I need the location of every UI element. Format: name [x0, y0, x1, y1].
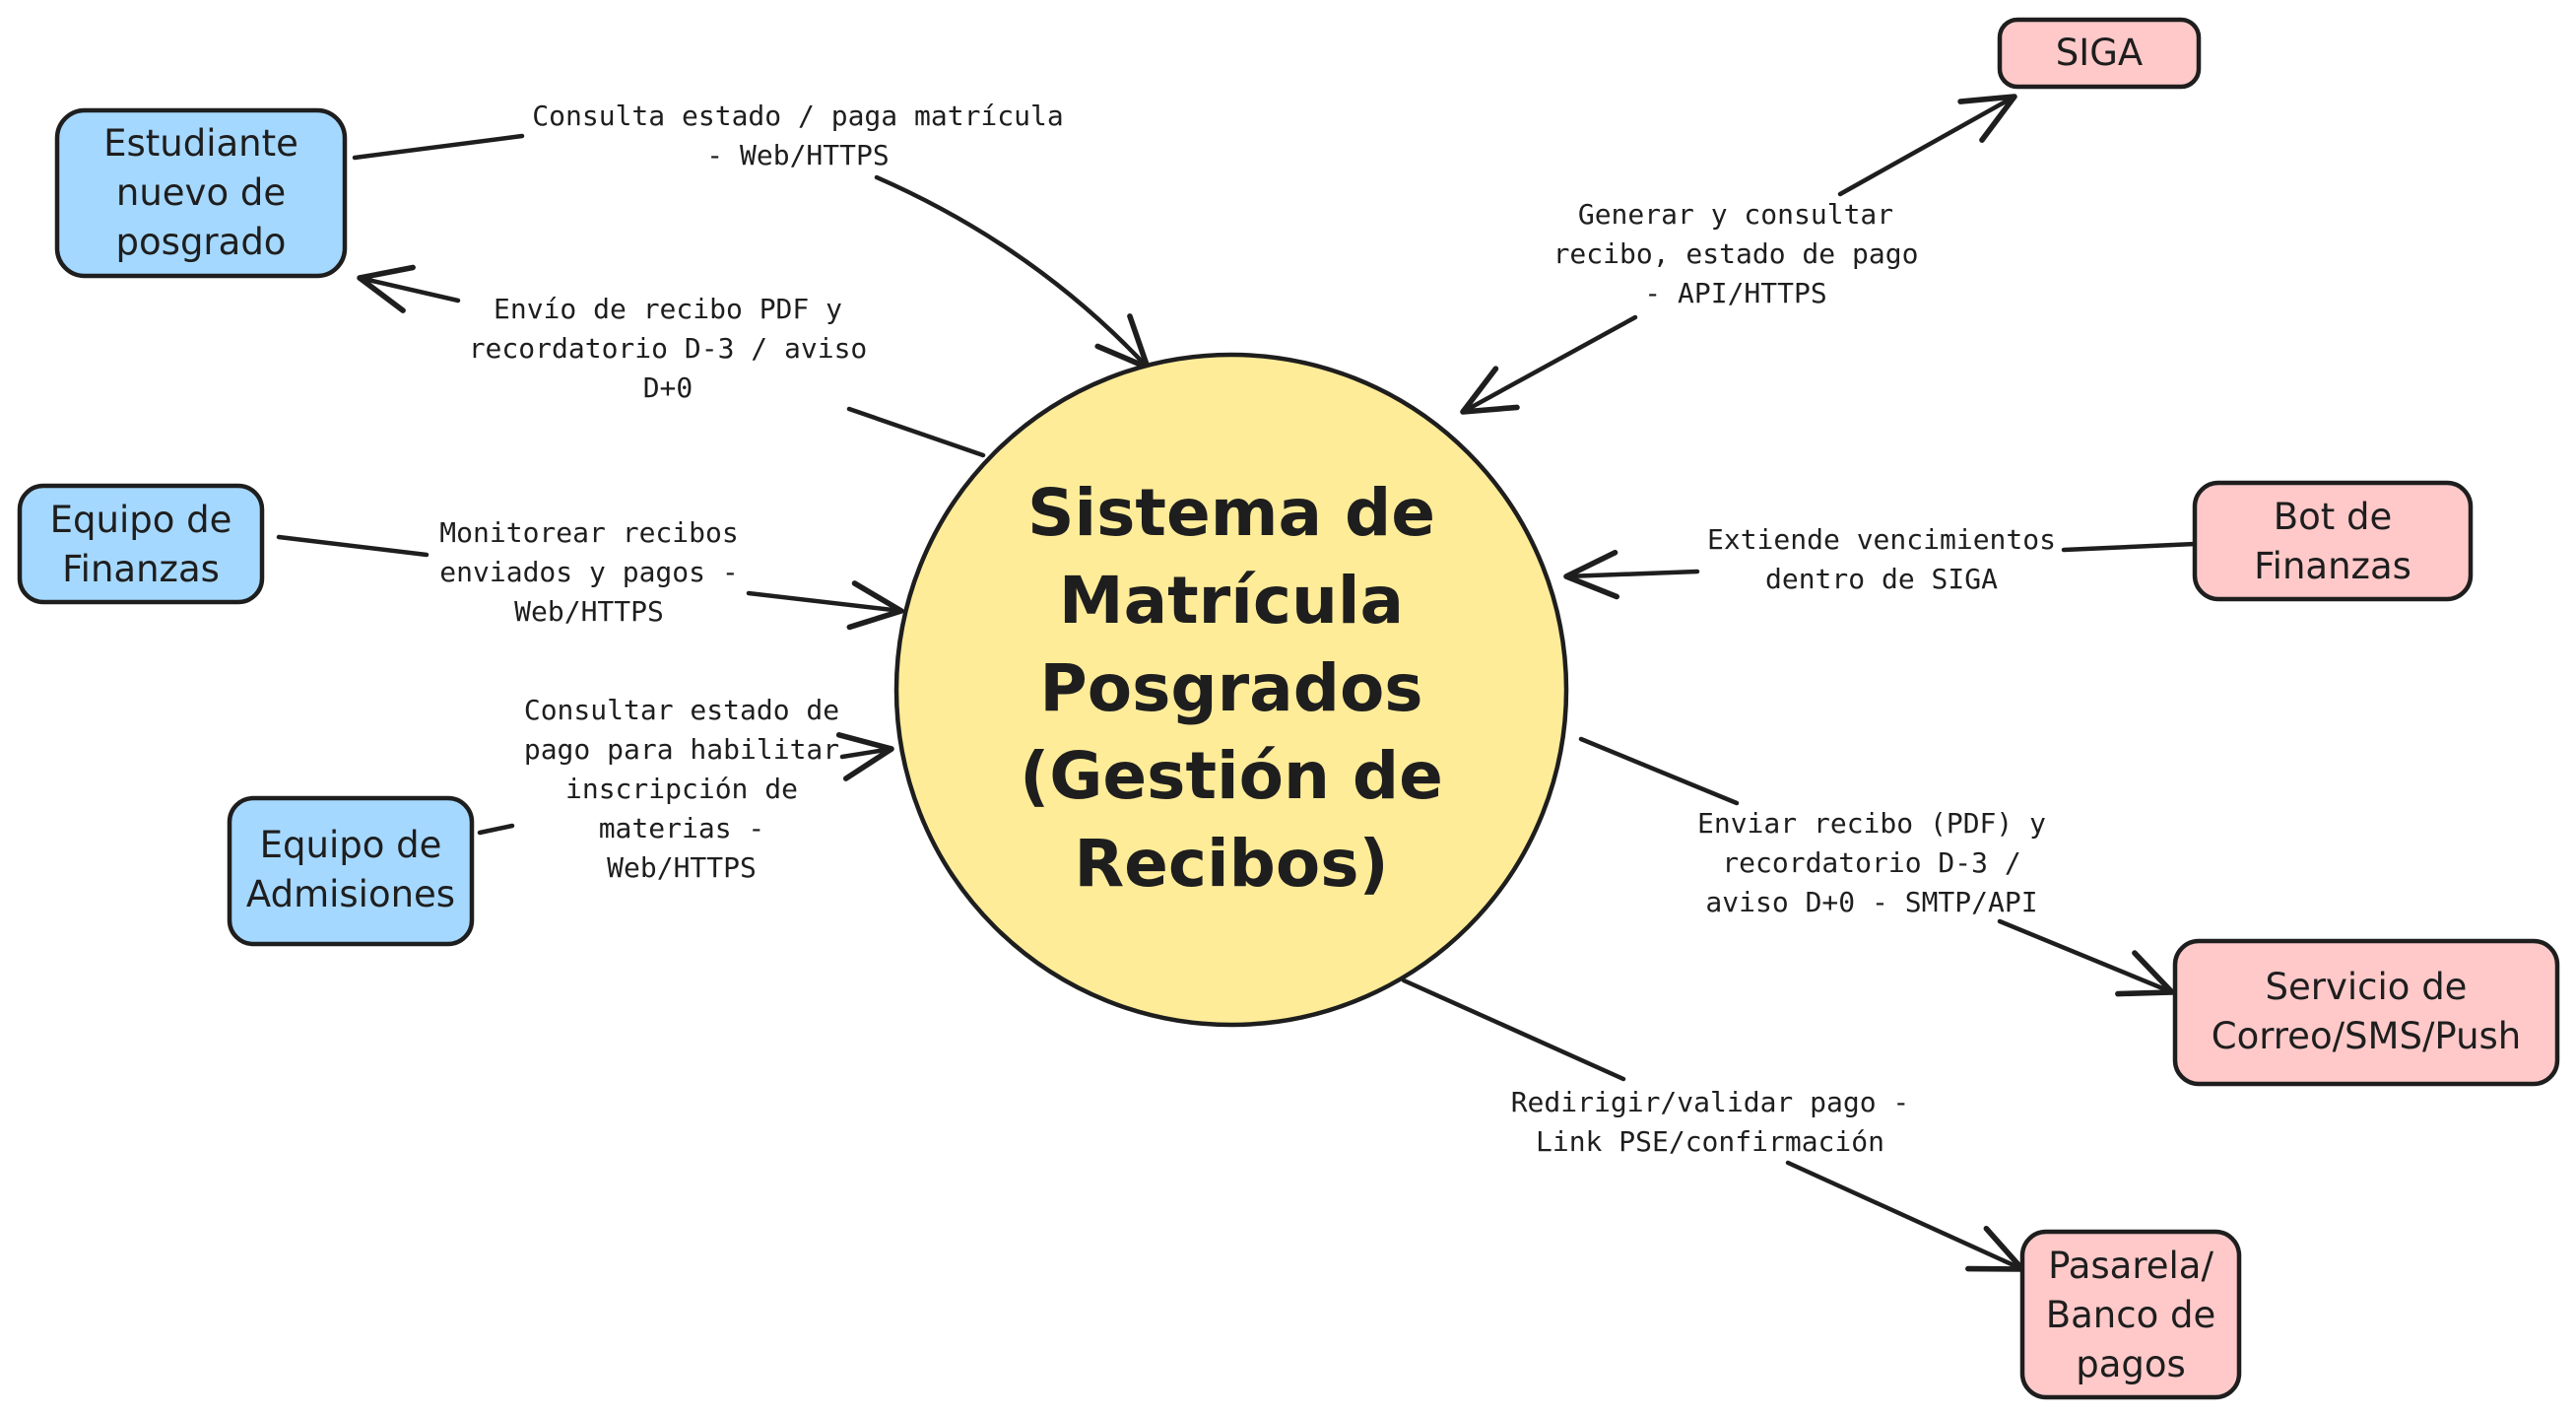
node-servicio-line-2: Correo/SMS/Push — [2211, 1015, 2522, 1057]
node-servicio[interactable] — [2175, 941, 2557, 1084]
center-line-1: Sistema de — [1026, 475, 1436, 551]
edge-consulta-line-2: - Web/HTTPS — [706, 139, 890, 171]
edge-generar-line-3: - API/HTTPS — [1644, 277, 1827, 309]
edge-enviar-line-3: aviso D+0 - SMTP/API — [1705, 886, 2038, 918]
edge-generar-label — [1553, 198, 1919, 309]
edge-monitorear-label — [439, 516, 738, 628]
edge-envio-label — [469, 293, 868, 404]
edge-consultar-line-4: materias - — [598, 812, 765, 844]
edge-envio-line-2: recordatorio D-3 / aviso — [468, 332, 868, 365]
node-estudiante-line-3: posgrado — [115, 221, 287, 263]
node-pasarela-line-2: Banco de — [2045, 1294, 2216, 1336]
center-line-3: Posgrados — [1039, 650, 1423, 726]
node-bot-line-1: Bot de — [2273, 496, 2393, 538]
edge-redirigir-line-2: Link PSE/confirmación — [1535, 1125, 1885, 1158]
node-finanzas[interactable] — [20, 486, 262, 602]
edge-extiende-line-1: Extiende vencimientos — [1706, 523, 2057, 556]
edge-monitorear-line-1: Monitorear recibos — [439, 516, 739, 549]
node-admisiones-line-1: Equipo de — [259, 824, 442, 866]
node-siga[interactable] — [2000, 20, 2199, 87]
edge-enviar-line-1: Enviar recibo (PDF) y — [1696, 807, 2047, 840]
edge-generar-line-2: recibo, estado de pago — [1552, 237, 1919, 270]
edge-enviar-line-2: recordatorio D-3 / — [1722, 846, 2021, 879]
node-admisiones-line-2: Admisiones — [245, 873, 456, 915]
center-line-5: Recibos) — [1074, 826, 1389, 902]
edge-extiende-label — [1707, 523, 2056, 595]
node-pasarela[interactable] — [2022, 1232, 2239, 1397]
edge-extiende-line-2: dentro de SIGA — [1764, 563, 1999, 595]
node-finanzas-line-1: Equipo de — [49, 499, 232, 541]
edge-monitorear-line-3: Web/HTTPS — [514, 595, 664, 628]
node-finanzas-line-2: Finanzas — [62, 548, 220, 590]
node-bot[interactable] — [2195, 483, 2471, 599]
node-estudiante-line-2: nuevo de — [115, 171, 287, 214]
edge-consultar-line-5: Web/HTTPS — [607, 851, 757, 884]
edge-consultar-label — [524, 694, 839, 884]
center-line-4: (Gestión de — [1020, 738, 1443, 814]
center-line-2: Matrícula — [1058, 563, 1405, 639]
edge-generar-line-1: Generar y consultar — [1577, 198, 1894, 231]
node-bot-line-2: Finanzas — [2254, 545, 2411, 587]
edge-consultar-line-3: inscripción de — [564, 773, 799, 805]
edge-consulta-label — [532, 100, 1063, 171]
edge-enviar-label — [1697, 807, 2046, 918]
edge-consulta-line-1: Consulta estado / paga matrícula — [532, 100, 1064, 132]
center-system[interactable] — [896, 355, 1566, 1025]
edge-envio-line-3: D+0 — [642, 371, 694, 404]
node-siga-label: SIGA — [2055, 32, 2144, 74]
edge-redirigir-label — [1511, 1086, 1910, 1158]
node-admisiones[interactable] — [230, 798, 472, 944]
node-estudiante[interactable] — [57, 110, 345, 276]
edge-redirigir-line-1: Redirigir/validar pago - — [1510, 1086, 1910, 1118]
edge-envio-line-1: Envío de recibo PDF y — [493, 293, 843, 325]
edge-monitorear-line-2: enviados y pagos - — [439, 556, 739, 588]
edge-consultar-line-2: pago para habilitar — [523, 733, 840, 766]
node-servicio-line-1: Servicio de — [2265, 966, 2468, 1008]
node-pasarela-line-1: Pasarela/ — [2048, 1245, 2213, 1287]
node-pasarela-line-3: pagos — [2076, 1343, 2186, 1385]
edge-consultar-line-1: Consultar estado de — [523, 694, 840, 726]
node-estudiante-line-1: Estudiante — [103, 122, 298, 165]
